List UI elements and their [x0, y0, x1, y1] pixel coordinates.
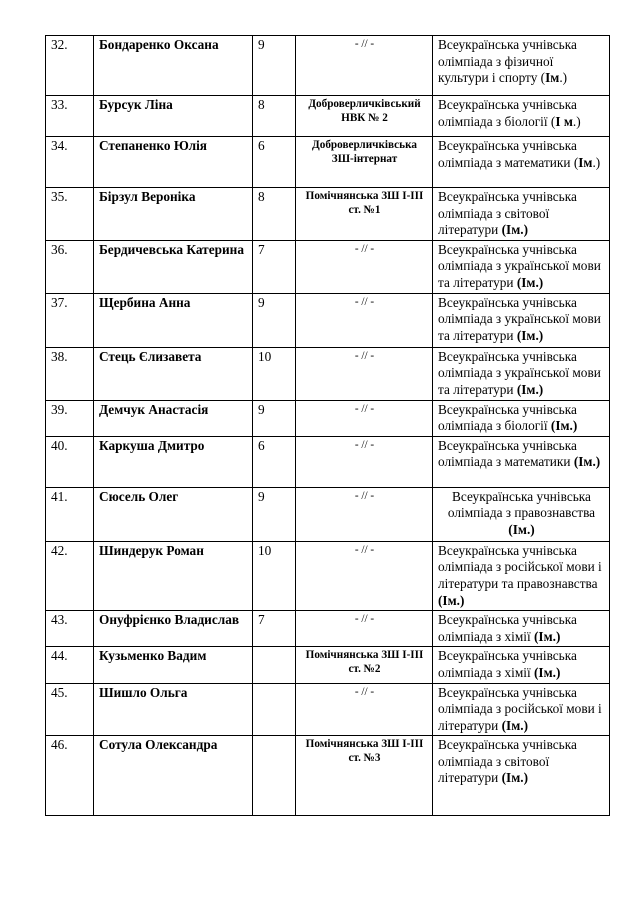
- participant-name: Сюсель Олег: [94, 487, 253, 541]
- participant-name: Каркуша Дмитро: [94, 436, 253, 487]
- row-number: 43.: [46, 611, 94, 647]
- school: Доброверличківський НВК № 2: [296, 96, 433, 137]
- award-place: (Ім.): [508, 521, 535, 537]
- award-place: І м: [555, 113, 573, 129]
- olympiad-description: [433, 137, 610, 188]
- olympiad-description: [433, 240, 610, 293]
- olympiad-description: [433, 347, 610, 400]
- table-row: [46, 400, 610, 436]
- school: Помічнянська ЗШ І-ІІІ ст. №2: [296, 647, 433, 683]
- award-place: (Ім.): [533, 664, 561, 680]
- grade: 6: [253, 436, 296, 487]
- participant-name: Степаненко Юлія: [94, 137, 253, 188]
- olympiad-text: (: [550, 113, 556, 129]
- olympiad-text: Всеукраїнська учнівська олімпіада з української мови та літератури: [438, 241, 601, 290]
- participant-name: Стець Єлизавета: [94, 347, 253, 400]
- row-number: 34.: [46, 137, 94, 188]
- olympiad-text: .): [592, 154, 601, 170]
- participant-name: Бондаренко Оксана: [94, 36, 253, 96]
- olympiad-text: Всеукраїнська учнівська олімпіада з української мови та літератури: [438, 348, 601, 397]
- school: - // -: [296, 541, 433, 610]
- row-number: 39.: [46, 400, 94, 436]
- school: - // -: [296, 683, 433, 736]
- grade: 8: [253, 188, 296, 241]
- table-row: [46, 188, 610, 241]
- olympiad-description: [433, 736, 610, 816]
- row-number: 45.: [46, 683, 94, 736]
- table-row: [46, 293, 610, 347]
- olympiad-text: Всеукраїнська учнівська олімпіада з російської мови і літератури та правознавства: [438, 542, 602, 591]
- school: - // -: [296, 436, 433, 487]
- row-number: 41.: [46, 487, 94, 541]
- olympiad-text: Всеукраїнська учнівська олімпіада з фізичної культури і спорту: [438, 37, 577, 86]
- row-number: 33.: [46, 96, 94, 137]
- grade: 9: [253, 400, 296, 436]
- table-row: [46, 487, 610, 541]
- olympiad-description: [433, 36, 610, 96]
- grade: 7: [253, 611, 296, 647]
- olympiad-text: .): [559, 70, 568, 86]
- award-place: Ім: [578, 154, 593, 170]
- grade: 8: [253, 96, 296, 137]
- grade: 9: [253, 293, 296, 347]
- table-row: [46, 240, 610, 293]
- award-place: (Ім.): [516, 274, 544, 290]
- row-number: 46.: [46, 736, 94, 816]
- olympiad-description: [433, 487, 610, 541]
- award-place: Ім: [545, 70, 560, 86]
- olympiad-text: Всеукраїнська учнівська олімпіада з біології: [438, 97, 577, 129]
- row-number: 38.: [46, 347, 94, 400]
- grade: [253, 736, 296, 816]
- olympiad-text: Всеукраїнська учнівська олімпіада з української мови та літератури: [438, 294, 601, 343]
- school: Помічнянська ЗШ І-ІІІ ст. №3: [296, 736, 433, 816]
- school: - // -: [296, 36, 433, 96]
- school: - // -: [296, 400, 433, 436]
- award-place: (Ім.): [516, 381, 544, 397]
- olympiad-text: Всеукраїнська учнівська олімпіада з математики: [438, 138, 577, 170]
- olympiad-text: (: [540, 70, 546, 86]
- award-place: (Ім.): [550, 418, 578, 434]
- olympiad-text: Всеукраїнська учнівська олімпіада з математики: [438, 437, 577, 470]
- grade: 9: [253, 36, 296, 96]
- table-row: [46, 347, 610, 400]
- school: Доброверличківська ЗШ-інтернат: [296, 137, 433, 188]
- grade: 7: [253, 240, 296, 293]
- olympiad-text: .): [572, 113, 581, 129]
- participant-name: Бердичевська Катерина: [94, 240, 253, 293]
- participant-name: Щербина Анна: [94, 293, 253, 347]
- olympiad-text: Всеукраїнська учнівська олімпіада з хімії: [438, 648, 577, 680]
- table-row: [46, 96, 610, 137]
- participant-name: Шиндерук Роман: [94, 541, 253, 610]
- olympiad-text: Всеукраїнська учнівська олімпіада з світової літератури: [438, 189, 577, 238]
- school: - // -: [296, 487, 433, 541]
- participants-table-body: [46, 36, 610, 816]
- participant-name: Бурсук Ліна: [94, 96, 253, 137]
- table-row: [46, 611, 610, 647]
- row-number: 44.: [46, 647, 94, 683]
- olympiad-description: [433, 293, 610, 347]
- table-row: [46, 36, 610, 96]
- award-place: (Ім.): [501, 717, 529, 733]
- award-place: (Ім.): [438, 592, 465, 608]
- table-row: [46, 436, 610, 487]
- grade: 6: [253, 137, 296, 188]
- table-row: [46, 683, 610, 736]
- row-number: 40.: [46, 436, 94, 487]
- olympiad-text: Всеукраїнська учнівська олімпіада з правознавства: [447, 488, 596, 521]
- grade: [253, 683, 296, 736]
- participant-name: Онуфрієнко Владислав: [94, 611, 253, 647]
- table-row: [46, 647, 610, 683]
- olympiad-text: Всеукраїнська учнівська олімпіада з світової літератури: [438, 737, 577, 786]
- school: Помічнянська ЗШ І-ІІІ ст. №1: [296, 188, 433, 241]
- school: - // -: [296, 611, 433, 647]
- participant-name: Шишло Ольга: [94, 683, 253, 736]
- olympiad-description: [433, 400, 610, 436]
- award-place: (Ім.): [501, 770, 529, 786]
- award-place: (Ім.): [533, 628, 561, 644]
- row-number: 37.: [46, 293, 94, 347]
- school: - // -: [296, 347, 433, 400]
- grade: 9: [253, 487, 296, 541]
- olympiad-description: [433, 611, 610, 647]
- school: - // -: [296, 293, 433, 347]
- award-place: (Ім.): [516, 327, 544, 343]
- olympiad-text: (: [573, 154, 579, 170]
- olympiad-description: [433, 683, 610, 736]
- olympiad-description: [433, 647, 610, 683]
- row-number: 32.: [46, 36, 94, 96]
- participant-name: Кузьменко Вадим: [94, 647, 253, 683]
- participants-table: [45, 35, 610, 816]
- school: - // -: [296, 240, 433, 293]
- participant-name: Сотула Олександра: [94, 736, 253, 816]
- participant-name: Бірзул Вероніка: [94, 188, 253, 241]
- olympiad-description: [433, 96, 610, 137]
- olympiad-text: Всеукраїнська учнівська олімпіада з російської мови і літератури: [438, 684, 602, 733]
- olympiad-description: [433, 436, 610, 487]
- olympiad-text: Всеукраїнська учнівська олімпіада з хімії: [438, 612, 577, 644]
- olympiad-description: [433, 188, 610, 241]
- award-place: (Ім.): [573, 454, 601, 470]
- participant-name: Демчук Анастасія: [94, 400, 253, 436]
- table-row: [46, 736, 610, 816]
- grade: 10: [253, 541, 296, 610]
- award-place: (Ім.): [501, 222, 529, 238]
- row-number: 36.: [46, 240, 94, 293]
- table-row: [46, 137, 610, 188]
- grade: 10: [253, 347, 296, 400]
- row-number: 42.: [46, 541, 94, 610]
- table-row: [46, 541, 610, 610]
- olympiad-description: [433, 541, 610, 610]
- olympiad-text: Всеукраїнська учнівська олімпіада з біології: [438, 401, 577, 434]
- grade: [253, 647, 296, 683]
- row-number: 35.: [46, 188, 94, 241]
